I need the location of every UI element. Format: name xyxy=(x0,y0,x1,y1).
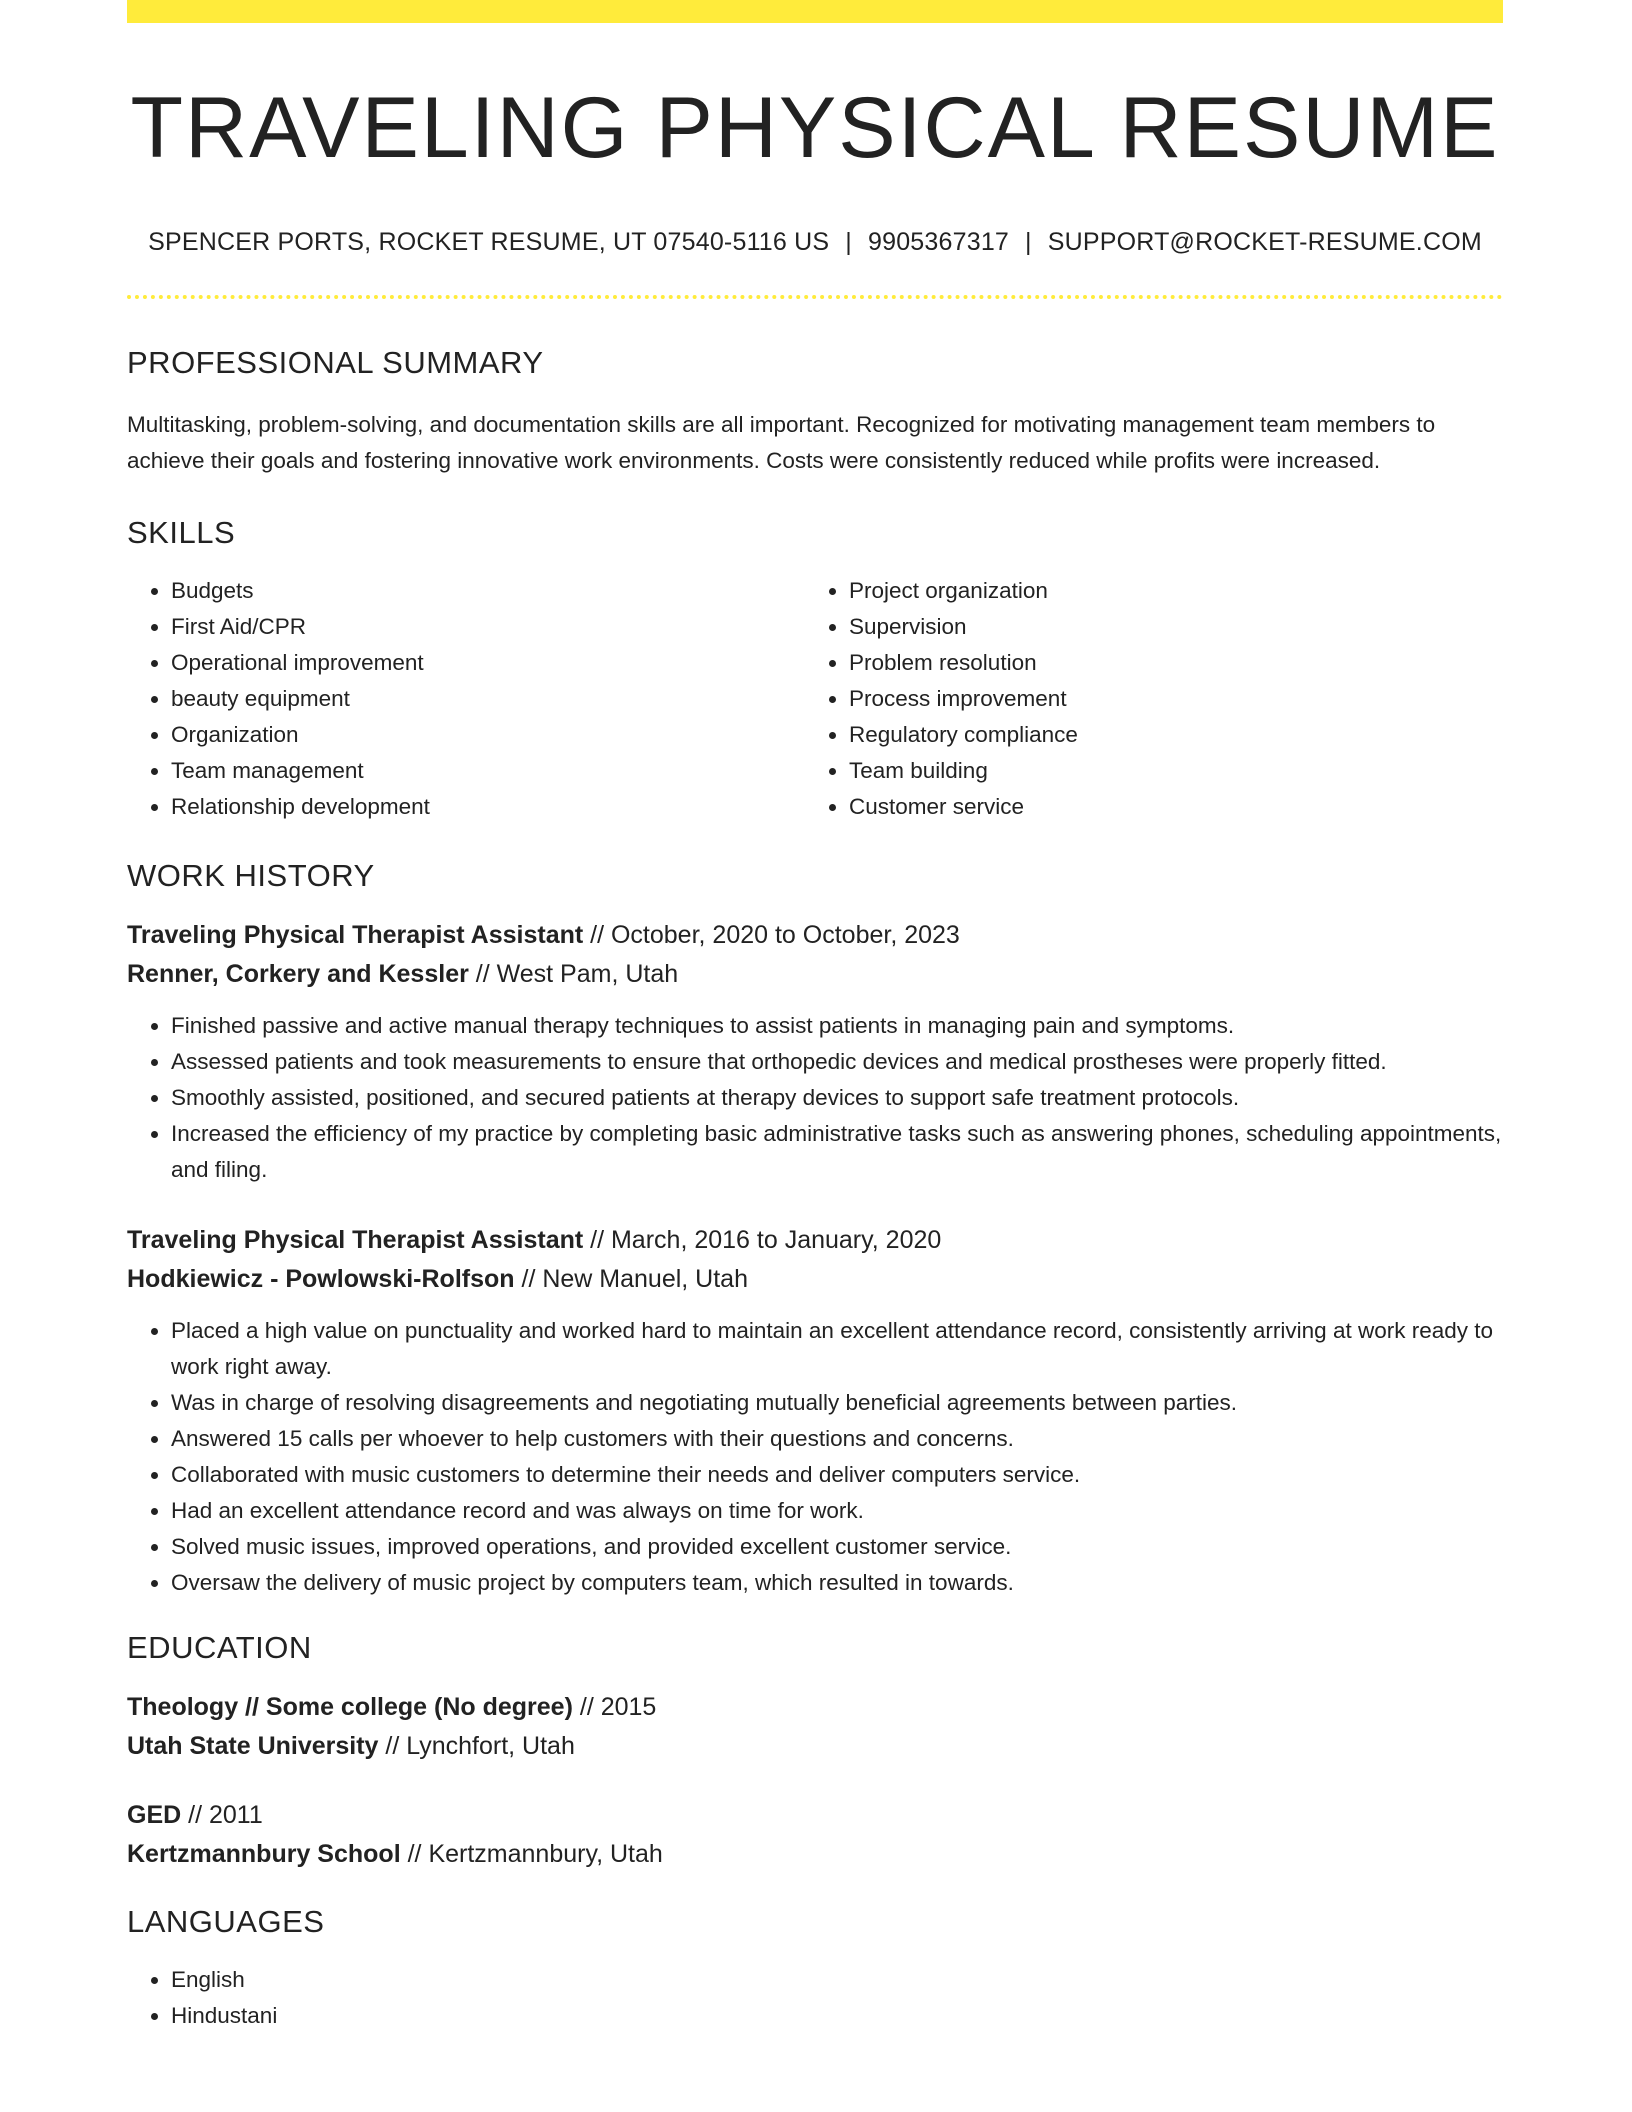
contact-line xyxy=(127,228,1503,257)
degree-year: // 2011 xyxy=(181,1801,263,1829)
skills-list-right xyxy=(805,573,1483,825)
degree-line xyxy=(127,1796,1503,1835)
languages-list xyxy=(127,1962,1503,2034)
separator: | xyxy=(845,228,852,256)
job-title-line xyxy=(127,916,1503,955)
degree-line xyxy=(127,1688,1503,1727)
section-heading: PROFESSIONAL SUMMARY xyxy=(127,345,544,380)
job-bullet: • Oversaw the delivery of music project by computers team, which resulted in towards. xyxy=(171,1565,1503,1601)
work-history-section xyxy=(127,858,1503,1601)
school-location: // Kertzmannbury, Utah xyxy=(400,1840,663,1868)
email: SUPPORT@ROCKET-RESUME.COM xyxy=(1047,228,1482,256)
job-location: // New Manuel, Utah xyxy=(514,1265,748,1293)
education-section xyxy=(127,1630,1503,1874)
skill-item: • beauty equipment xyxy=(171,681,805,717)
separator: | xyxy=(1025,228,1032,256)
school-line xyxy=(127,1835,1503,1874)
skill-item: • First Aid/CPR xyxy=(171,609,805,645)
languages-section xyxy=(127,1904,1503,2034)
degree: Theology // Some college (No degree) xyxy=(127,1693,573,1721)
skill-item: • Regulatory compliance xyxy=(849,717,1483,753)
job-location: // West Pam, Utah xyxy=(468,960,679,988)
job-dates: // March, 2016 to January, 2020 xyxy=(583,1226,942,1254)
summary-text: Multitasking, problem-solving, and documentation skills are all important. Recognized for motivating management team members to achieve their goals and fostering innovative work environments. Costs were consistently reduced while profits were increased. xyxy=(127,412,1436,473)
job-company-line xyxy=(127,955,1503,994)
language-item: • Hindustani xyxy=(171,1998,1503,2034)
skill-item: • Process improvement xyxy=(849,681,1483,717)
job-entry xyxy=(127,916,1503,1188)
education-entry xyxy=(127,1796,1503,1874)
skills-columns xyxy=(127,573,1503,825)
job-bullet: • Solved music issues, improved operations, and provided excellent customer service. xyxy=(171,1529,1503,1565)
skills-list-left xyxy=(127,573,805,825)
job-role: Traveling Physical Therapist Assistant xyxy=(127,1226,584,1254)
school-line xyxy=(127,1727,1503,1766)
degree: GED xyxy=(127,1801,182,1829)
skill-item: • Problem resolution xyxy=(849,645,1483,681)
section-heading: SKILLS xyxy=(127,515,236,550)
job-bullet: • Finished passive and active manual therapy techniques to assist patients in managing pain and symptoms. xyxy=(171,1008,1503,1044)
job-dates: // October, 2020 to October, 2023 xyxy=(583,921,960,949)
job-company: Hodkiewicz - Powlowski-Rolfson xyxy=(127,1265,515,1293)
job-entry xyxy=(127,1221,1503,1601)
address: SPENCER PORTS, ROCKET RESUME, UT 07540-5116 US xyxy=(148,228,830,256)
job-bullet: • Collaborated with music customers to determine their needs and deliver computers service. xyxy=(171,1457,1503,1493)
degree-year: // 2015 xyxy=(572,1693,657,1721)
job-bullet: • Had an excellent attendance record and was always on time for work. xyxy=(171,1493,1503,1529)
job-bullet: • Placed a high value on punctuality and worked hard to maintain an excellent attendance record, consistently arriving at work ready to work right away. xyxy=(171,1313,1503,1385)
job-company: Renner, Corkery and Kessler xyxy=(127,960,469,988)
dotted-divider xyxy=(127,295,1503,299)
skill-item: • Operational improvement xyxy=(171,645,805,681)
job-bullet: • Increased the efficiency of my practice by completing basic administrative tasks such as answering phones, scheduling appointments, and filing. xyxy=(171,1116,1503,1188)
skill-item: • Project organization xyxy=(849,573,1483,609)
skills-section xyxy=(127,515,1503,825)
school: Kertzmannbury School xyxy=(127,1840,401,1868)
school-location: // Lynchfort, Utah xyxy=(378,1732,575,1760)
skill-item: • Relationship development xyxy=(171,789,805,825)
phone: 9905367317 xyxy=(868,228,1010,256)
professional-summary-section xyxy=(127,345,1503,479)
job-bullet: • Smoothly assisted, positioned, and secured patients at therapy devices to support safe treatment protocols. xyxy=(171,1080,1503,1116)
job-bullet: • Was in charge of resolving disagreements and negotiating mutually beneficial agreements between parties. xyxy=(171,1385,1503,1421)
resume-title: TRAVELING PHYSICAL RESUME xyxy=(130,80,1500,176)
skill-item: • Customer service xyxy=(849,789,1483,825)
job-role: Traveling Physical Therapist Assistant xyxy=(127,921,584,949)
section-heading: LANGUAGES xyxy=(127,1904,325,1939)
skill-item: • Team building xyxy=(849,753,1483,789)
job-bullet: • Assessed patients and took measurements to ensure that orthopedic devices and medical prostheses were properly fitted. xyxy=(171,1044,1503,1080)
skill-item: • Budgets xyxy=(171,573,805,609)
job-bullet: • Answered 15 calls per whoever to help customers with their questions and concerns. xyxy=(171,1421,1503,1457)
language-item: • English xyxy=(171,1962,1503,1998)
section-heading: WORK HISTORY xyxy=(127,858,375,893)
top-accent-bar xyxy=(127,0,1503,23)
skill-item: • Team management xyxy=(171,753,805,789)
school: Utah State University xyxy=(127,1732,379,1760)
job-company-line xyxy=(127,1260,1503,1299)
job-bullets xyxy=(127,1008,1503,1188)
job-title-line xyxy=(127,1221,1503,1260)
education-entry xyxy=(127,1688,1503,1766)
skill-item: • Supervision xyxy=(849,609,1483,645)
skill-item: • Organization xyxy=(171,717,805,753)
section-heading: EDUCATION xyxy=(127,1630,312,1665)
resume-page xyxy=(127,0,1503,2034)
job-bullets xyxy=(127,1313,1503,1601)
